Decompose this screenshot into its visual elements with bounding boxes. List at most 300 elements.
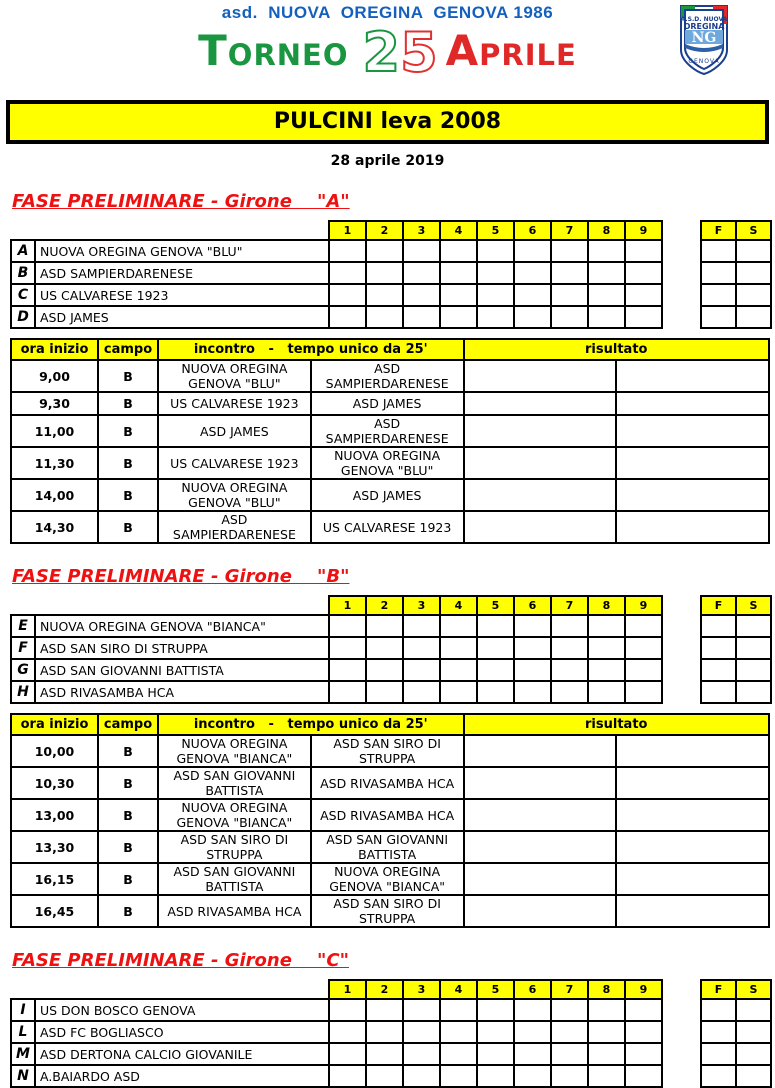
fs-value-cell[interactable]	[736, 1043, 771, 1065]
standings-score-cell[interactable]	[366, 306, 403, 328]
logo-digit-2: 2	[362, 21, 401, 84]
match-home-team: NUOVA OREGINA GENOVA "BIANCA"	[158, 735, 311, 767]
table-row	[701, 681, 771, 703]
match-time: 11,30	[11, 447, 98, 479]
match-header-incontro: incontro - tempo unico da 25'	[158, 714, 464, 735]
standings-corner-blank	[11, 221, 329, 240]
team-letter: L	[11, 1021, 35, 1043]
match-time: 9,00	[11, 360, 98, 392]
standings-score-cell[interactable]	[551, 262, 588, 284]
match-field: B	[98, 831, 158, 863]
match-home-team: ASD SAMPIERDARENESE	[158, 511, 311, 543]
table-row	[11, 895, 769, 927]
match-result-away[interactable]	[616, 415, 769, 447]
match-header-row	[11, 714, 769, 735]
table-row	[11, 681, 662, 703]
standings-score-cell[interactable]	[477, 240, 514, 262]
match-field: B	[98, 479, 158, 511]
standings-score-cell[interactable]	[440, 240, 477, 262]
match-away-team: ASD RIVASAMBA HCA	[311, 767, 464, 799]
match-away-team: ASD JAMES	[311, 392, 464, 415]
standings-score-cell[interactable]	[366, 637, 403, 659]
match-header-risultato: risultato	[464, 714, 770, 735]
table-row	[701, 999, 771, 1021]
match-field: B	[98, 447, 158, 479]
standings-score-cell[interactable]	[440, 615, 477, 637]
standings-col-header: 7	[551, 221, 588, 240]
standings-score-cell[interactable]	[366, 615, 403, 637]
standings-score-cell[interactable]	[588, 659, 625, 681]
standings-score-cell[interactable]	[329, 1065, 366, 1087]
standings-score-cell[interactable]	[514, 262, 551, 284]
match-time: 11,00	[11, 415, 98, 447]
standings-score-cell[interactable]	[403, 637, 440, 659]
fs-value-cell[interactable]	[701, 262, 736, 284]
table-row	[11, 615, 662, 637]
team-name: US CALVARESE 1923	[35, 284, 329, 306]
standings-score-cell[interactable]	[588, 637, 625, 659]
standings-score-cell[interactable]	[477, 615, 514, 637]
standings-score-cell[interactable]	[514, 1021, 551, 1043]
match-result-away[interactable]	[616, 392, 769, 415]
table-row	[11, 392, 769, 415]
match-away-team: ASD SAN SIRO DI STRUPPA	[311, 895, 464, 927]
standings-score-cell[interactable]	[440, 659, 477, 681]
masthead	[0, 0, 775, 92]
match-home-team: ASD SAN GIOVANNI BATTISTA	[158, 767, 311, 799]
standings-score-cell[interactable]	[366, 681, 403, 703]
standings-score-cell[interactable]	[366, 659, 403, 681]
standings-col-header: 5	[477, 221, 514, 240]
match-schedule-table	[10, 338, 770, 544]
standings-score-cell[interactable]	[403, 681, 440, 703]
match-time: 16,15	[11, 863, 98, 895]
standings-score-cell[interactable]	[625, 1065, 662, 1087]
match-time: 13,30	[11, 831, 98, 863]
standings-score-cell[interactable]	[588, 262, 625, 284]
standings-score-cell[interactable]	[366, 240, 403, 262]
table-row	[11, 863, 769, 895]
match-home-team: NUOVA OREGINA GENOVA "BLU"	[158, 360, 311, 392]
standings-score-cell[interactable]	[477, 306, 514, 328]
standings-score-cell[interactable]	[403, 1065, 440, 1087]
standings-score-cell[interactable]	[329, 240, 366, 262]
standings-score-cell[interactable]	[625, 306, 662, 328]
match-header-campo: campo	[98, 339, 158, 360]
fs-value-cell[interactable]	[736, 637, 771, 659]
standings-score-cell[interactable]	[403, 1021, 440, 1043]
standings-score-cell[interactable]	[403, 659, 440, 681]
standings-score-cell[interactable]	[514, 637, 551, 659]
standings-col-header: 9	[625, 980, 662, 999]
standings-score-cell[interactable]	[588, 306, 625, 328]
standings-score-cell[interactable]	[440, 681, 477, 703]
standings-score-cell[interactable]	[514, 659, 551, 681]
standings-score-cell[interactable]	[551, 681, 588, 703]
standings-score-cell[interactable]	[477, 262, 514, 284]
standings-score-cell[interactable]	[625, 615, 662, 637]
standings-score-cell[interactable]	[551, 659, 588, 681]
fs-value-cell[interactable]	[701, 681, 736, 703]
standings-score-cell[interactable]	[329, 681, 366, 703]
team-letter: M	[11, 1043, 35, 1065]
standings-score-cell[interactable]	[551, 1043, 588, 1065]
table-row	[701, 262, 771, 284]
team-name: NUOVA OREGINA GENOVA "BIANCA"	[35, 615, 329, 637]
standings-score-cell[interactable]	[329, 262, 366, 284]
fs-col-header: S	[736, 980, 771, 999]
match-header-risultato: risultato	[464, 339, 770, 360]
standings-col-header: 1	[329, 980, 366, 999]
fs-table	[700, 979, 772, 1088]
standings-score-cell[interactable]	[514, 999, 551, 1021]
standings-score-cell[interactable]	[403, 284, 440, 306]
groups-container	[0, 191, 775, 1083]
table-row	[11, 262, 662, 284]
team-letter: I	[11, 999, 35, 1021]
table-row	[701, 1043, 771, 1065]
standings-score-cell[interactable]	[625, 681, 662, 703]
logo-digit-5: 5	[400, 21, 438, 84]
standings-score-cell[interactable]	[366, 284, 403, 306]
standings-score-cell[interactable]	[403, 306, 440, 328]
table-row	[11, 799, 769, 831]
standings-score-cell[interactable]	[551, 1021, 588, 1043]
match-result-home[interactable]	[464, 392, 617, 415]
match-away-team: ASD JAMES	[311, 479, 464, 511]
standings-score-cell[interactable]	[477, 637, 514, 659]
standings-score-cell[interactable]	[403, 240, 440, 262]
fs-col-header: S	[736, 221, 771, 240]
team-name: A.BAIARDO ASD	[35, 1065, 329, 1087]
table-row	[11, 999, 662, 1021]
standings-col-header: 7	[551, 980, 588, 999]
match-result-away[interactable]	[616, 479, 769, 511]
table-row	[701, 1021, 771, 1043]
standings-area	[0, 979, 775, 1083]
standings-score-cell[interactable]	[514, 681, 551, 703]
match-result-home[interactable]	[464, 447, 617, 479]
table-row	[11, 831, 769, 863]
standings-score-cell[interactable]	[551, 999, 588, 1021]
standings-col-header: 4	[440, 980, 477, 999]
standings-col-header: 3	[403, 221, 440, 240]
standings-score-cell[interactable]	[403, 615, 440, 637]
fs-value-cell[interactable]	[701, 659, 736, 681]
standings-score-cell[interactable]	[366, 1065, 403, 1087]
standings-score-cell[interactable]	[551, 306, 588, 328]
team-name: NUOVA OREGINA GENOVA "BLU"	[35, 240, 329, 262]
fs-header-row	[701, 221, 771, 240]
match-home-team: ASD JAMES	[158, 415, 311, 447]
standings-score-cell[interactable]	[477, 1043, 514, 1065]
svg-text:A.S.D. NUOVA: A.S.D. NUOVA	[680, 16, 728, 23]
table-row	[701, 615, 771, 637]
fs-value-cell[interactable]	[736, 262, 771, 284]
standings-table	[10, 220, 663, 329]
fs-col-header: S	[736, 596, 771, 615]
standings-score-cell[interactable]	[366, 262, 403, 284]
standings-score-cell[interactable]	[551, 637, 588, 659]
standings-col-header: 2	[366, 596, 403, 615]
fs-header-row	[701, 596, 771, 615]
match-result-away[interactable]	[616, 511, 769, 543]
fs-value-cell[interactable]	[701, 1021, 736, 1043]
table-row	[11, 240, 662, 262]
standings-score-cell[interactable]	[551, 615, 588, 637]
fs-value-cell[interactable]	[736, 1021, 771, 1043]
standings-col-header: 2	[366, 221, 403, 240]
match-result-away[interactable]	[616, 447, 769, 479]
club-crest-icon	[675, 4, 733, 76]
match-field: B	[98, 735, 158, 767]
standings-score-cell[interactable]	[477, 1021, 514, 1043]
fs-value-cell[interactable]	[701, 284, 736, 306]
team-name: US DON BOSCO GENOVA	[35, 999, 329, 1021]
standings-score-cell[interactable]	[514, 240, 551, 262]
match-result-away[interactable]	[616, 735, 769, 767]
standings-col-header: 9	[625, 596, 662, 615]
club-name-line: asd. NUOVA OREGINA GENOVA 1986	[221, 3, 554, 22]
group-block	[0, 950, 775, 1083]
standings-score-cell[interactable]	[403, 262, 440, 284]
match-result-home[interactable]	[464, 415, 617, 447]
team-name: ASD JAMES	[35, 306, 329, 328]
match-time: 10,00	[11, 735, 98, 767]
standings-score-cell[interactable]	[551, 240, 588, 262]
standings-score-cell[interactable]	[440, 637, 477, 659]
fs-value-cell[interactable]	[701, 1065, 736, 1087]
standings-score-cell[interactable]	[477, 284, 514, 306]
standings-score-cell[interactable]	[625, 637, 662, 659]
match-field: B	[98, 767, 158, 799]
svg-text:NG: NG	[691, 30, 717, 46]
match-result-home[interactable]	[464, 511, 617, 543]
match-result-home[interactable]	[464, 863, 617, 895]
logo-number-25	[362, 21, 438, 84]
table-row	[11, 637, 662, 659]
match-home-team: ASD SAN SIRO DI STRUPPA	[158, 831, 311, 863]
fs-value-cell[interactable]	[736, 306, 771, 328]
team-letter: N	[11, 1065, 35, 1087]
standings-score-cell[interactable]	[366, 999, 403, 1021]
standings-area	[0, 220, 775, 324]
fs-value-cell[interactable]	[701, 615, 736, 637]
group-heading: FASE PRELIMINARE - Girone "C"	[12, 950, 349, 971]
svg-text:OREGINA: OREGINA	[683, 22, 725, 31]
table-row	[11, 360, 769, 392]
match-away-team: ASD SAMPIERDARENESE	[311, 360, 464, 392]
match-field: B	[98, 863, 158, 895]
standings-score-cell[interactable]	[514, 1065, 551, 1087]
fs-value-cell[interactable]	[701, 306, 736, 328]
team-name: ASD FC BOGLIASCO	[35, 1021, 329, 1043]
fs-value-cell[interactable]	[736, 659, 771, 681]
standings-score-cell[interactable]	[625, 1021, 662, 1043]
standings-score-cell[interactable]	[588, 240, 625, 262]
match-result-home[interactable]	[464, 479, 617, 511]
standings-score-cell[interactable]	[329, 1043, 366, 1065]
standings-col-header: 7	[551, 596, 588, 615]
match-result-away[interactable]	[616, 895, 769, 927]
standings-header-row	[11, 596, 662, 615]
standings-score-cell[interactable]	[366, 1021, 403, 1043]
team-letter: H	[11, 681, 35, 703]
standings-score-cell[interactable]	[440, 262, 477, 284]
standings-score-cell[interactable]	[440, 1065, 477, 1087]
match-away-team: ASD SAN SIRO DI STRUPPA	[311, 735, 464, 767]
table-row	[701, 284, 771, 306]
match-header-ora: ora inizio	[11, 339, 98, 360]
match-time: 9,30	[11, 392, 98, 415]
standings-score-cell[interactable]	[625, 659, 662, 681]
team-letter: C	[11, 284, 35, 306]
standings-score-cell[interactable]	[625, 1043, 662, 1065]
table-row	[701, 306, 771, 328]
match-field: B	[98, 511, 158, 543]
match-home-team: ASD SAN GIOVANNI BATTISTA	[158, 863, 311, 895]
standings-score-cell[interactable]	[403, 999, 440, 1021]
table-row	[701, 637, 771, 659]
match-result-away[interactable]	[616, 863, 769, 895]
standings-score-cell[interactable]	[588, 1065, 625, 1087]
match-home-team: US CALVARESE 1923	[158, 392, 311, 415]
standings-score-cell[interactable]	[625, 284, 662, 306]
match-time: 13,00	[11, 799, 98, 831]
standings-score-cell[interactable]	[329, 1021, 366, 1043]
fs-value-cell[interactable]	[736, 615, 771, 637]
standings-score-cell[interactable]	[625, 262, 662, 284]
match-field: B	[98, 415, 158, 447]
group-block	[0, 191, 775, 544]
standings-score-cell[interactable]	[440, 284, 477, 306]
match-field: B	[98, 895, 158, 927]
fs-value-cell[interactable]	[701, 240, 736, 262]
match-home-team: NUOVA OREGINA GENOVA "BLU"	[158, 479, 311, 511]
match-result-away[interactable]	[616, 799, 769, 831]
fs-value-cell[interactable]	[736, 284, 771, 306]
standings-score-cell[interactable]	[477, 659, 514, 681]
standings-score-cell[interactable]	[625, 240, 662, 262]
standings-score-cell[interactable]	[329, 659, 366, 681]
standings-score-cell[interactable]	[588, 1043, 625, 1065]
standings-table	[10, 595, 663, 704]
standings-col-header: 5	[477, 980, 514, 999]
standings-header-row	[11, 980, 662, 999]
standings-col-header: 1	[329, 596, 366, 615]
fs-table	[700, 595, 772, 704]
table-row	[11, 511, 769, 543]
standings-score-cell[interactable]	[440, 1021, 477, 1043]
match-time: 10,30	[11, 767, 98, 799]
standings-score-cell[interactable]	[440, 1043, 477, 1065]
table-row	[11, 735, 769, 767]
standings-score-cell[interactable]	[329, 284, 366, 306]
standings-score-cell[interactable]	[588, 615, 625, 637]
standings-score-cell[interactable]	[588, 1021, 625, 1043]
standings-score-cell[interactable]	[329, 615, 366, 637]
match-result-away[interactable]	[616, 767, 769, 799]
group-heading: FASE PRELIMINARE - Girone "A"	[12, 191, 350, 212]
standings-score-cell[interactable]	[477, 999, 514, 1021]
standings-score-cell[interactable]	[329, 306, 366, 328]
standings-col-header: 8	[588, 980, 625, 999]
standings-score-cell[interactable]	[514, 615, 551, 637]
match-away-team: US CALVARESE 1923	[311, 511, 464, 543]
match-header-incontro: incontro - tempo unico da 25'	[158, 339, 464, 360]
table-row	[701, 240, 771, 262]
table-row	[11, 479, 769, 511]
standings-score-cell[interactable]	[477, 681, 514, 703]
standings-score-cell[interactable]	[514, 1043, 551, 1065]
standings-col-header: 6	[514, 596, 551, 615]
standings-col-header: 4	[440, 221, 477, 240]
fs-value-cell[interactable]	[736, 240, 771, 262]
match-time: 16,45	[11, 895, 98, 927]
standings-score-cell[interactable]	[440, 306, 477, 328]
standings-score-cell[interactable]	[403, 1043, 440, 1065]
table-row	[701, 659, 771, 681]
tournament-logo	[0, 21, 775, 86]
match-result-home[interactable]	[464, 735, 617, 767]
match-time: 14,30	[11, 511, 98, 543]
standings-score-cell[interactable]	[551, 1065, 588, 1087]
table-row	[11, 1021, 662, 1043]
table-row	[11, 306, 662, 328]
match-away-team: NUOVA OREGINA GENOVA "BLU"	[311, 447, 464, 479]
match-result-home[interactable]	[464, 360, 617, 392]
fs-value-cell[interactable]	[736, 999, 771, 1021]
match-header-row	[11, 339, 769, 360]
fs-value-cell[interactable]	[736, 681, 771, 703]
match-result-home[interactable]	[464, 799, 617, 831]
match-header-ora: ora inizio	[11, 714, 98, 735]
standings-score-cell[interactable]	[588, 681, 625, 703]
fs-value-cell[interactable]	[701, 999, 736, 1021]
standings-score-cell[interactable]	[514, 306, 551, 328]
fs-header-row	[701, 980, 771, 999]
standings-score-cell[interactable]	[329, 999, 366, 1021]
standings-score-cell[interactable]	[366, 1043, 403, 1065]
standings-score-cell[interactable]	[514, 284, 551, 306]
standings-score-cell[interactable]	[588, 284, 625, 306]
match-result-home[interactable]	[464, 895, 617, 927]
table-row	[11, 447, 769, 479]
fs-col-header: F	[701, 221, 736, 240]
standings-score-cell[interactable]	[477, 1065, 514, 1087]
team-name: ASD SAN SIRO DI STRUPPA	[35, 637, 329, 659]
match-home-team: ASD RIVASAMBA HCA	[158, 895, 311, 927]
standings-score-cell[interactable]	[588, 999, 625, 1021]
standings-corner-blank	[11, 596, 329, 615]
standings-score-cell[interactable]	[551, 284, 588, 306]
match-result-home[interactable]	[464, 831, 617, 863]
standings-header-row	[11, 221, 662, 240]
fs-value-cell[interactable]	[701, 1043, 736, 1065]
standings-score-cell[interactable]	[329, 637, 366, 659]
standings-col-header: 1	[329, 221, 366, 240]
standings-score-cell[interactable]	[440, 999, 477, 1021]
match-result-home[interactable]	[464, 767, 617, 799]
standings-score-cell[interactable]	[625, 999, 662, 1021]
fs-value-cell[interactable]	[701, 637, 736, 659]
standings-col-header: 2	[366, 980, 403, 999]
match-result-away[interactable]	[616, 831, 769, 863]
match-result-away[interactable]	[616, 360, 769, 392]
fs-col-header: F	[701, 596, 736, 615]
fs-value-cell[interactable]	[736, 1065, 771, 1087]
match-header-campo: campo	[98, 714, 158, 735]
